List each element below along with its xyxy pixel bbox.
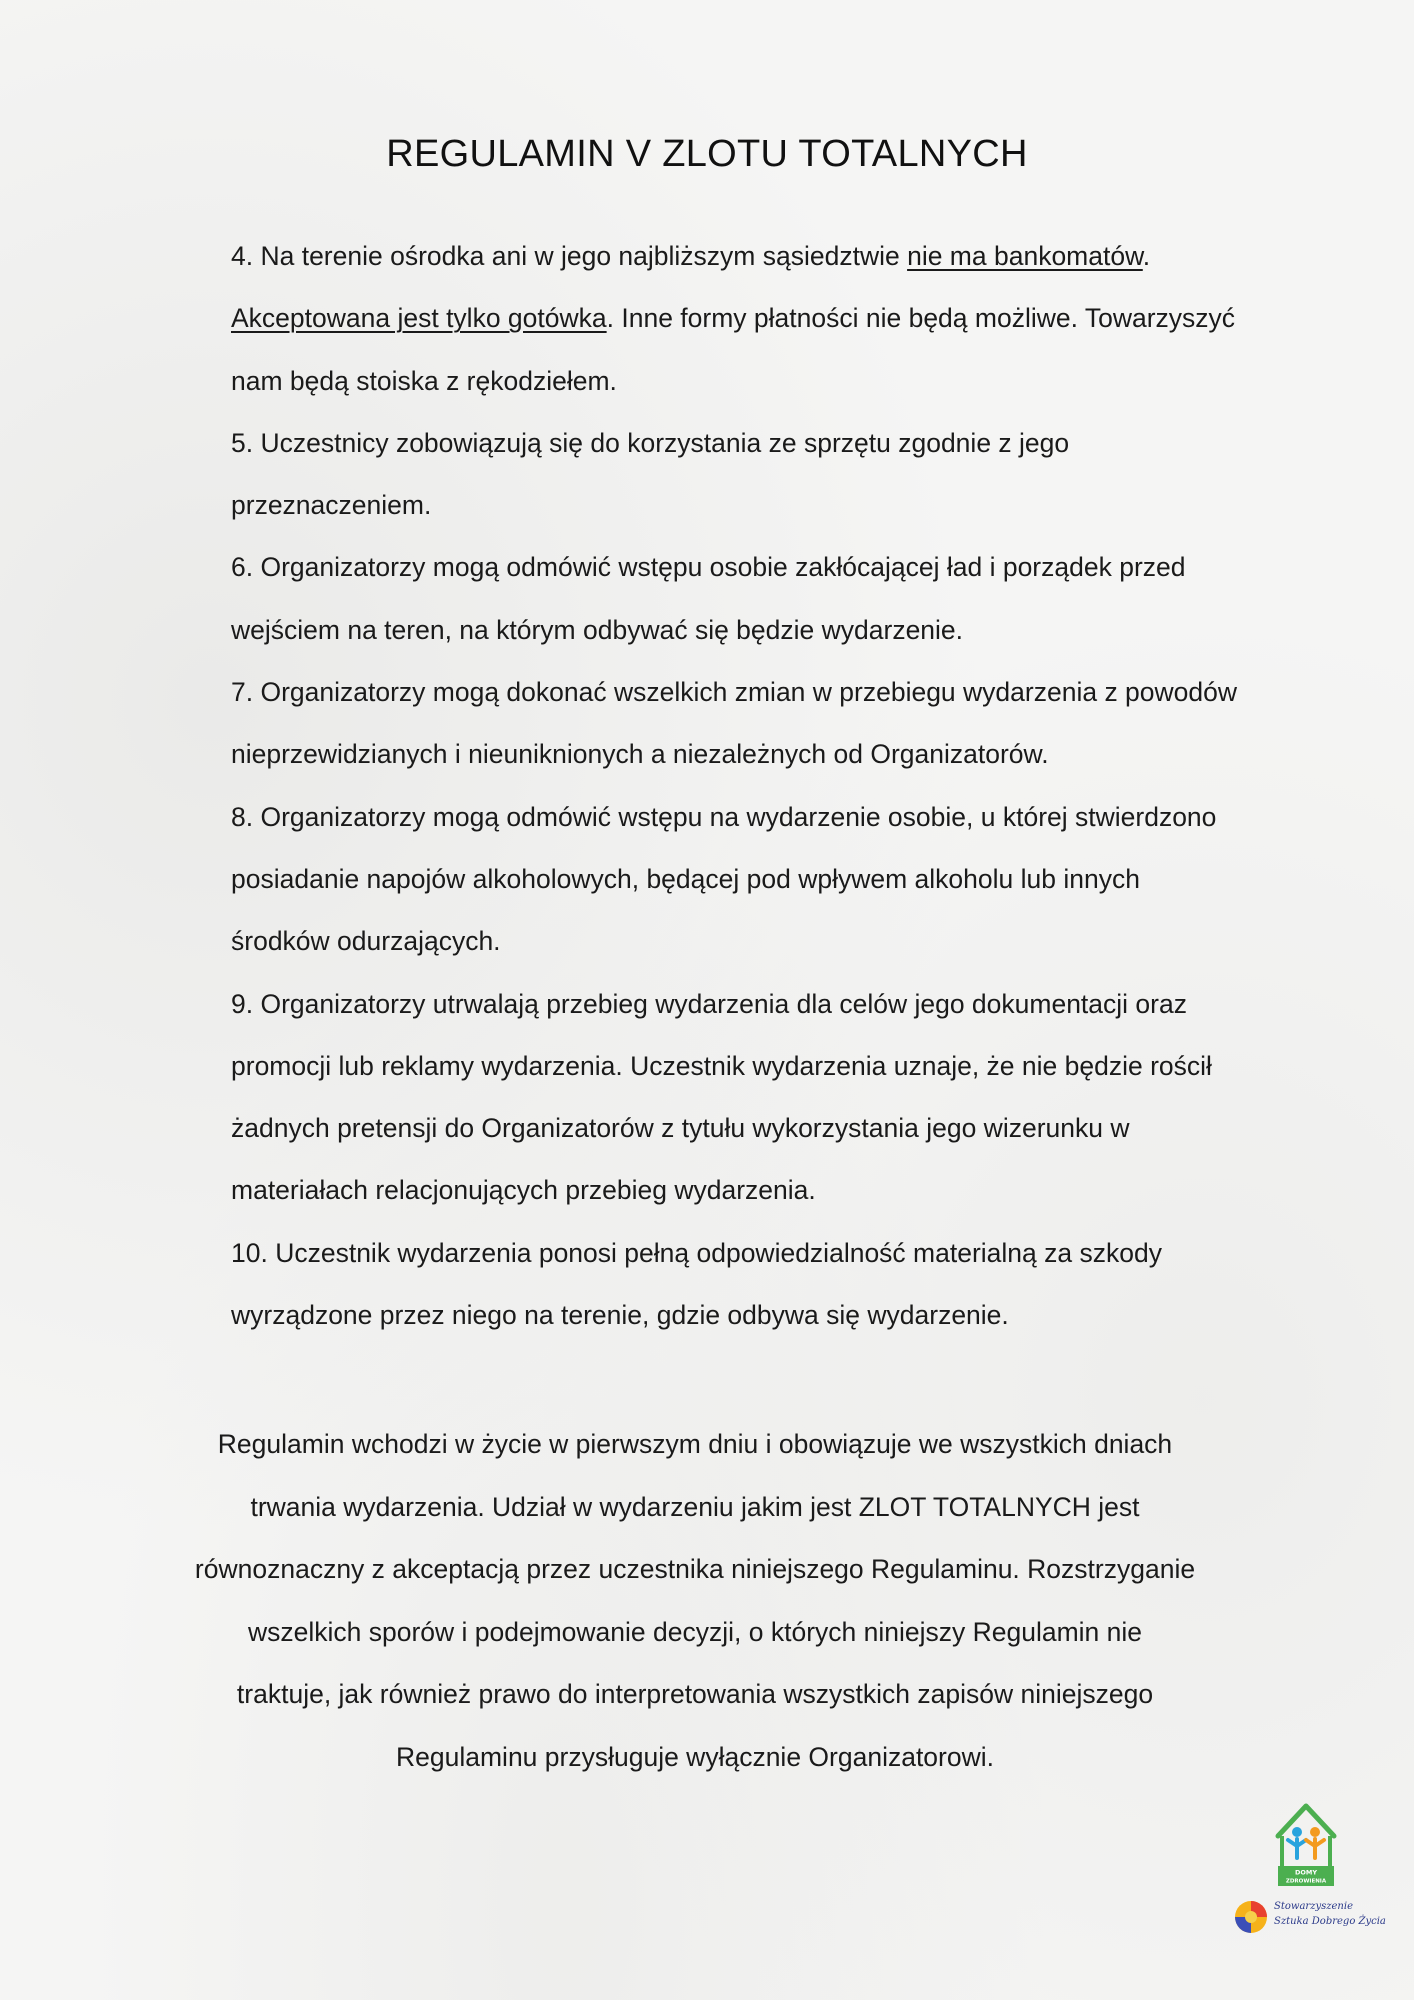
rule-text: 4. Na terenie ośrodka ani w jego najbliższym sąsiedztwie xyxy=(231,241,908,271)
underlined-text: Akceptowana jest tylko gotówka xyxy=(231,303,607,334)
closing-line: trwania wydarzenia. Udział w wydarzeniu jakim jest ZLOT TOTALNYCH jest xyxy=(250,1491,1140,1522)
rule-text: nieprzewidzianych i nieuniknionych a niezależnych od Organizatorów. xyxy=(231,739,1049,770)
rule-item xyxy=(231,225,1351,412)
rule-line xyxy=(231,536,1351,598)
association-name-line-1: Stowarzyszenie xyxy=(1274,1901,1353,1912)
rule-line xyxy=(231,1159,1351,1221)
rule-item xyxy=(231,412,1351,537)
rule-line xyxy=(231,848,1351,910)
rule-text: 6. Organizatorzy mogą odmówić wstępu osobie zakłócającej ład i porządek przed xyxy=(231,552,1186,583)
closing-line: Regulamin wchodzi w życie w pierwszym dniu i obowiązuje we wszystkich dniach xyxy=(217,1429,1173,1459)
rule-text: materiałach relacjonujących przebieg wydarzenia. xyxy=(231,1175,816,1206)
rule-line xyxy=(231,786,1351,848)
rule-text: 8. Organizatorzy mogą odmówić wstępu na wydarzenie osobie, u której stwierdzono xyxy=(231,801,1217,832)
rule-line xyxy=(231,350,1351,412)
rule-item xyxy=(231,786,1351,973)
rule-line xyxy=(231,1035,1351,1097)
rule-line xyxy=(231,225,1351,287)
domy-zdrowienia-logo-icon xyxy=(1270,1796,1342,1888)
rule-text: 10. Uczestnik wydarzenia ponosi pełną odpowiedzialność materialną za szkody xyxy=(231,1237,1162,1268)
rule-text: 7. Organizatorzy mogą dokonać wszelkich zmian w przebiegu wydarzenia z powodów xyxy=(231,677,1238,708)
rule-line xyxy=(231,599,1351,661)
closing-line: traktuje, jak również prawo do interpretowania wszystkich zapisów niniejszego xyxy=(236,1679,1154,1709)
rule-line xyxy=(231,1284,1351,1346)
rules-list xyxy=(231,225,1351,1346)
rule-item xyxy=(231,1222,1351,1347)
closing-line: Regulaminu przysługuje wyłącznie Organizatorowi. xyxy=(396,1741,994,1772)
rule-text: promocji lub reklamy wydarzenia. Uczestnik wydarzenia uznaje, że nie będzie rościł xyxy=(231,1050,1212,1081)
closing-line: równoznaczny z akceptacją przez uczestnika niniejszego Regulaminu. Rozstrzyganie xyxy=(194,1554,1196,1584)
rule-item xyxy=(231,536,1351,661)
rule-text: 9. Organizatorzy utrwalają przebieg wydarzenia dla celów jego dokumentacji oraz xyxy=(231,988,1187,1019)
rule-text: wejściem na teren, na którym odbywać się będzie wydarzenie. xyxy=(231,614,964,645)
association-sun-icon xyxy=(1232,1898,1270,1936)
closing-paragraph xyxy=(140,1413,1250,1788)
house-logo-text-1: DOMY xyxy=(1294,1868,1318,1877)
rule-text: przeznaczeniem. xyxy=(231,490,432,521)
rule-text: środków odurzających. xyxy=(231,926,501,957)
rule-line xyxy=(231,1097,1351,1159)
association-name-line-2: Sztuka Dobrego Życia xyxy=(1274,1916,1386,1927)
rule-line xyxy=(231,973,1351,1035)
rule-text: nam będą stoiska z rękodziełem. xyxy=(231,365,617,396)
rule-line xyxy=(231,910,1351,972)
rule-text: posiadanie napojów alkoholowych, będącej pod wpływem alkoholu lub innych xyxy=(231,863,1140,894)
rule-item xyxy=(231,661,1351,786)
underlined-text: nie ma bankomatów xyxy=(907,241,1143,271)
rule-text: . xyxy=(1142,241,1151,271)
document-title: REGULAMIN V ZLOTU TOTALNYCH xyxy=(386,133,1028,176)
rule-line xyxy=(231,412,1351,474)
rule-line xyxy=(231,723,1351,785)
rule-text: . Inne formy płatności nie będą możliwe. Towarzyszyć xyxy=(606,303,1236,334)
house-logo-text-2: ZDROWIENIA xyxy=(1285,1878,1327,1885)
closing-line: wszelkich sporów i podejmowanie decyzji, o których niniejszy Regulamin nie xyxy=(247,1616,1143,1647)
rule-item xyxy=(231,973,1351,1222)
rule-line xyxy=(231,474,1351,536)
rule-line xyxy=(231,287,1351,349)
rule-text: żadnych pretensji do Organizatorów z tytułu wykorzystania jego wizerunku w xyxy=(231,1113,1130,1144)
rule-line xyxy=(231,1222,1351,1284)
rule-line xyxy=(231,661,1351,723)
rule-text: wyrządzone przez niego na terenie, gdzie odbywa się wydarzenie. xyxy=(231,1300,1009,1331)
rule-text: 5. Uczestnicy zobowiązują się do korzystania ze sprzętu zgodnie z jego xyxy=(231,427,1070,458)
association-logo xyxy=(1232,1896,1386,1938)
